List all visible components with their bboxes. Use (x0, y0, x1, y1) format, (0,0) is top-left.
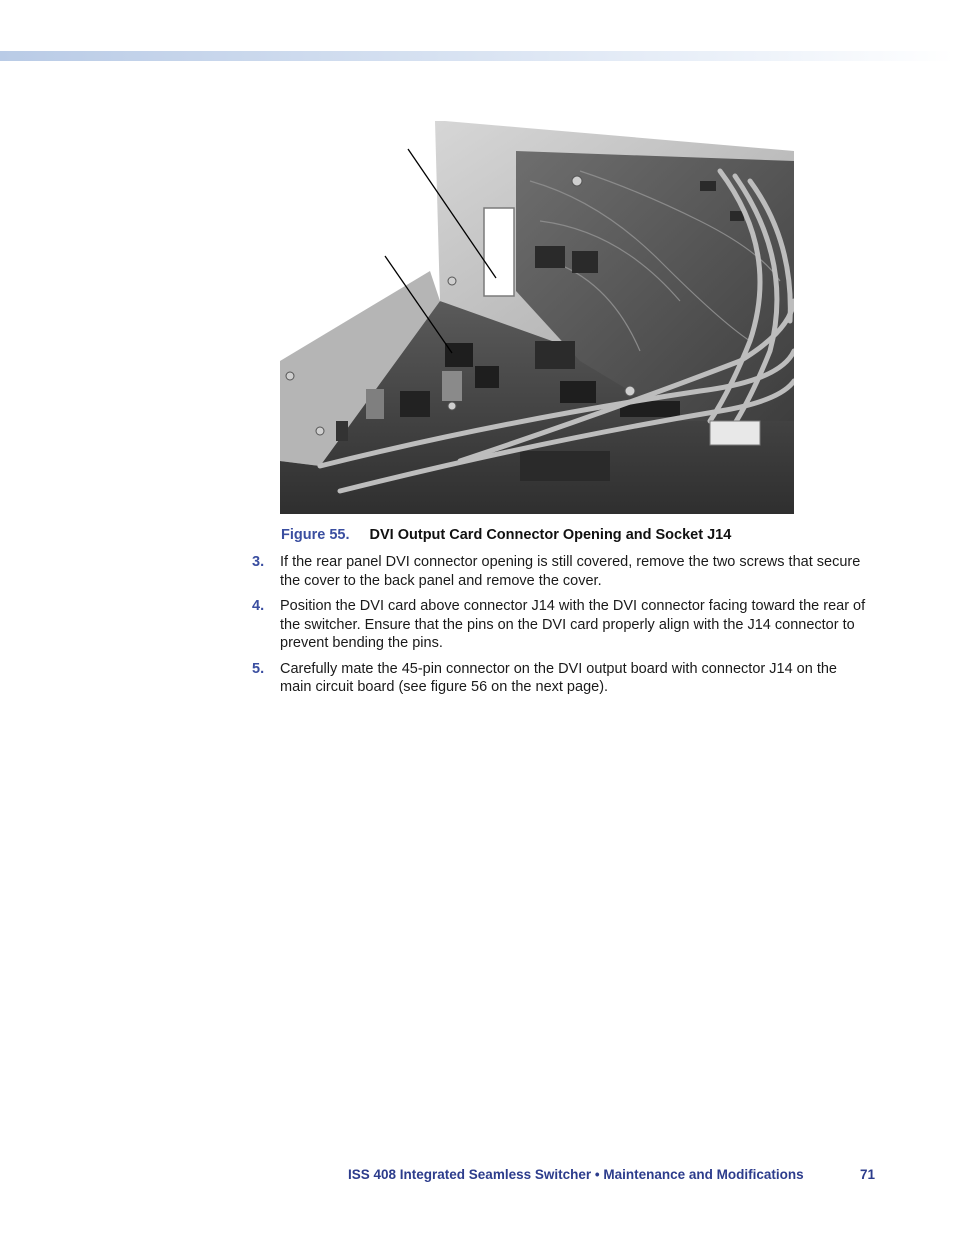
figure-caption (281, 527, 731, 543)
step-number: 4. (252, 598, 265, 614)
step-text: Position the DVI card above connector J14 with the DVI connector facing toward the rear of the switcher. Ensure that the pins on the DVI card properly align with the J14 connector to prevent bending the pins. (280, 598, 866, 651)
figure-photo-dvi-card-opening (280, 121, 794, 514)
page-number: 71 (860, 1167, 876, 1182)
step-number: 3. (252, 554, 265, 570)
step-item (252, 553, 872, 590)
page-footer (348, 1167, 876, 1182)
step-text: If the rear panel DVI connector opening is still covered, remove the two screws that secure the cover to the back panel and remove the cover. (280, 554, 861, 589)
figure-number: Figure 55. (281, 527, 350, 543)
footer-title: ISS 408 Integrated Seamless Switcher • Maintenance and Modifications (348, 1167, 804, 1182)
step-item (252, 660, 872, 697)
step-number: 5. (252, 660, 265, 677)
step-item (252, 597, 872, 653)
header-gradient-bar (0, 51, 954, 61)
step-text: Carefully mate the 45-pin connector on the DVI output board with connector J14 on the main circuit board (see figure 56 on the next page). (280, 660, 837, 695)
figure-title: DVI Output Card Connector Opening and Socket J14 (369, 527, 732, 543)
step-list (252, 553, 872, 704)
